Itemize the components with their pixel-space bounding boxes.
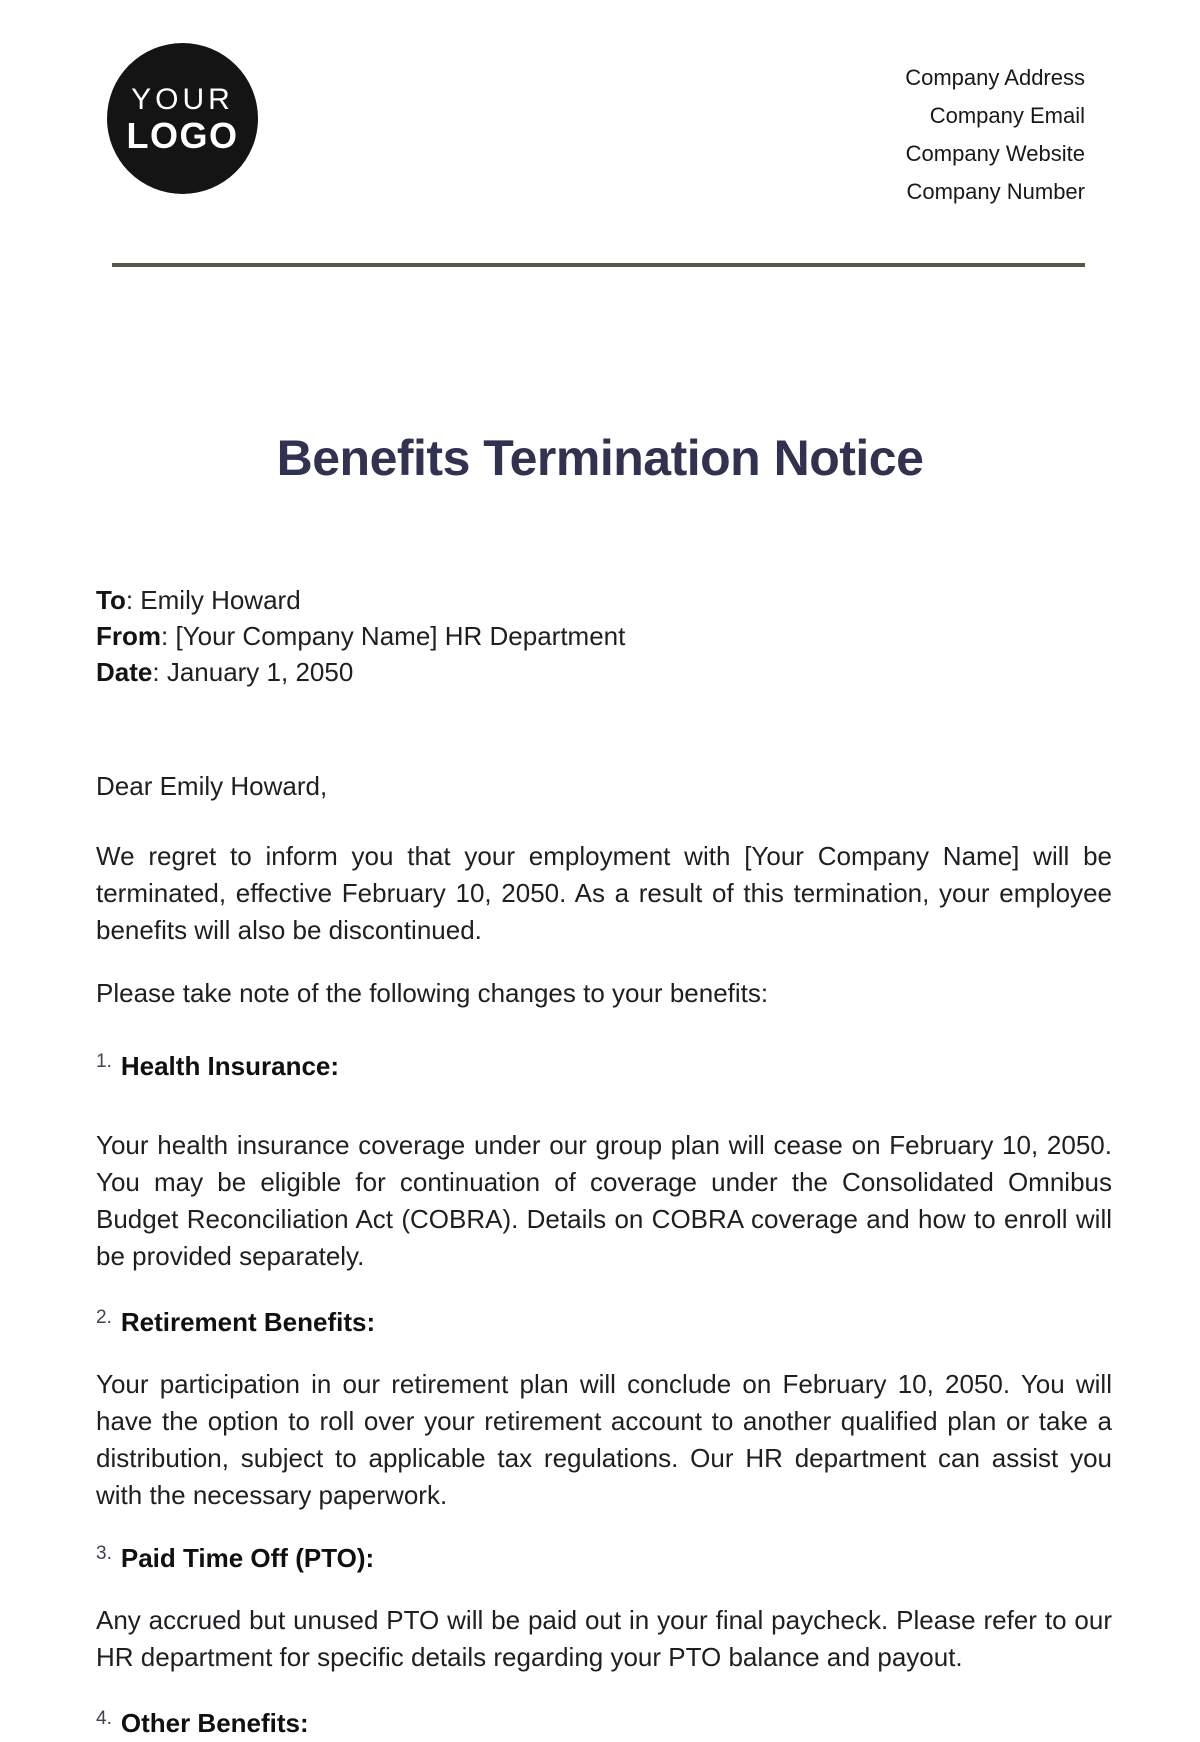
company-info	[905, 43, 1085, 211]
logo-text-top: YOUR	[131, 82, 234, 116]
document-page	[0, 43, 1200, 1742]
section-1-heading	[96, 1051, 1112, 1085]
meta-colon: :	[125, 585, 141, 615]
header-divider	[112, 263, 1085, 267]
meta-to	[96, 582, 1112, 618]
meta-block	[96, 582, 1112, 690]
document-title: Benefits Termination Notice	[276, 430, 924, 486]
section-1-body: Your health insurance coverage under our group plan will cease on February 10, 2050. You may be eligible for continuation of coverage under the Consolidated Omnibus Budget Reconciliation Act (COBRA). Details on COBRA coverage and how to enroll will be provided separately.	[96, 1130, 1112, 1271]
section-2-title: Retirement Benefits:	[120, 1307, 376, 1337]
section-2-heading	[96, 1307, 1112, 1341]
section-4-heading	[96, 1708, 1112, 1742]
meta-date-value: January 1, 2050	[166, 657, 354, 687]
company-email: Company Email	[929, 103, 1085, 128]
section-3-body: Any accrued but unused PTO will be paid out in your final paycheck. Please refer to our HR department for specific details regarding your PTO balance and payout.	[96, 1605, 1112, 1672]
intro-paragraph: We regret to inform you that your employment with [Your Company Name] will be terminated, effective February 10, 2050. As a result of this termination, your employee benefits will also be discontinued.	[96, 841, 1112, 945]
logo-text-bottom: LOGO	[126, 114, 239, 156]
salutation: Dear Emily Howard,	[96, 771, 328, 801]
company-address: Company Address	[905, 65, 1085, 90]
company-website: Company Website	[905, 141, 1085, 166]
section-2-body: Your participation in our retirement plan will conclude on February 10, 2050. You will have the option to roll over your retirement account to another qualified plan or take a distribution, subject to applicable tax regulations. Our HR department can assist you with the necessary paperwork.	[96, 1369, 1112, 1510]
section-2-number: 2.	[96, 1307, 112, 1328]
meta-from	[96, 618, 1112, 654]
section-3-number: 3.	[96, 1543, 112, 1564]
letter-content	[96, 582, 1112, 1742]
section-4-title: Other Benefits:	[120, 1708, 309, 1738]
benefits-lead-in: Please take note of the following changes to your benefits:	[96, 978, 769, 1008]
section-1-title: Health Insurance:	[120, 1051, 340, 1081]
letterhead	[107, 43, 1085, 211]
meta-date-label: Date	[96, 657, 153, 687]
meta-from-label: From	[96, 621, 161, 651]
company-logo	[107, 43, 258, 194]
company-number: Company Number	[906, 179, 1085, 204]
section-4-number: 4.	[96, 1708, 112, 1729]
meta-to-label: To	[96, 585, 126, 615]
meta-from-value: [Your Company Name] HR Department	[175, 621, 626, 651]
section-1-number: 1.	[96, 1051, 112, 1072]
section-3-heading	[96, 1543, 1112, 1577]
section-3-title: Paid Time Off (PTO):	[120, 1543, 375, 1573]
meta-date	[96, 654, 1112, 690]
meta-colon: :	[161, 621, 176, 651]
meta-to-value: Emily Howard	[140, 585, 301, 615]
meta-colon: :	[152, 657, 167, 687]
